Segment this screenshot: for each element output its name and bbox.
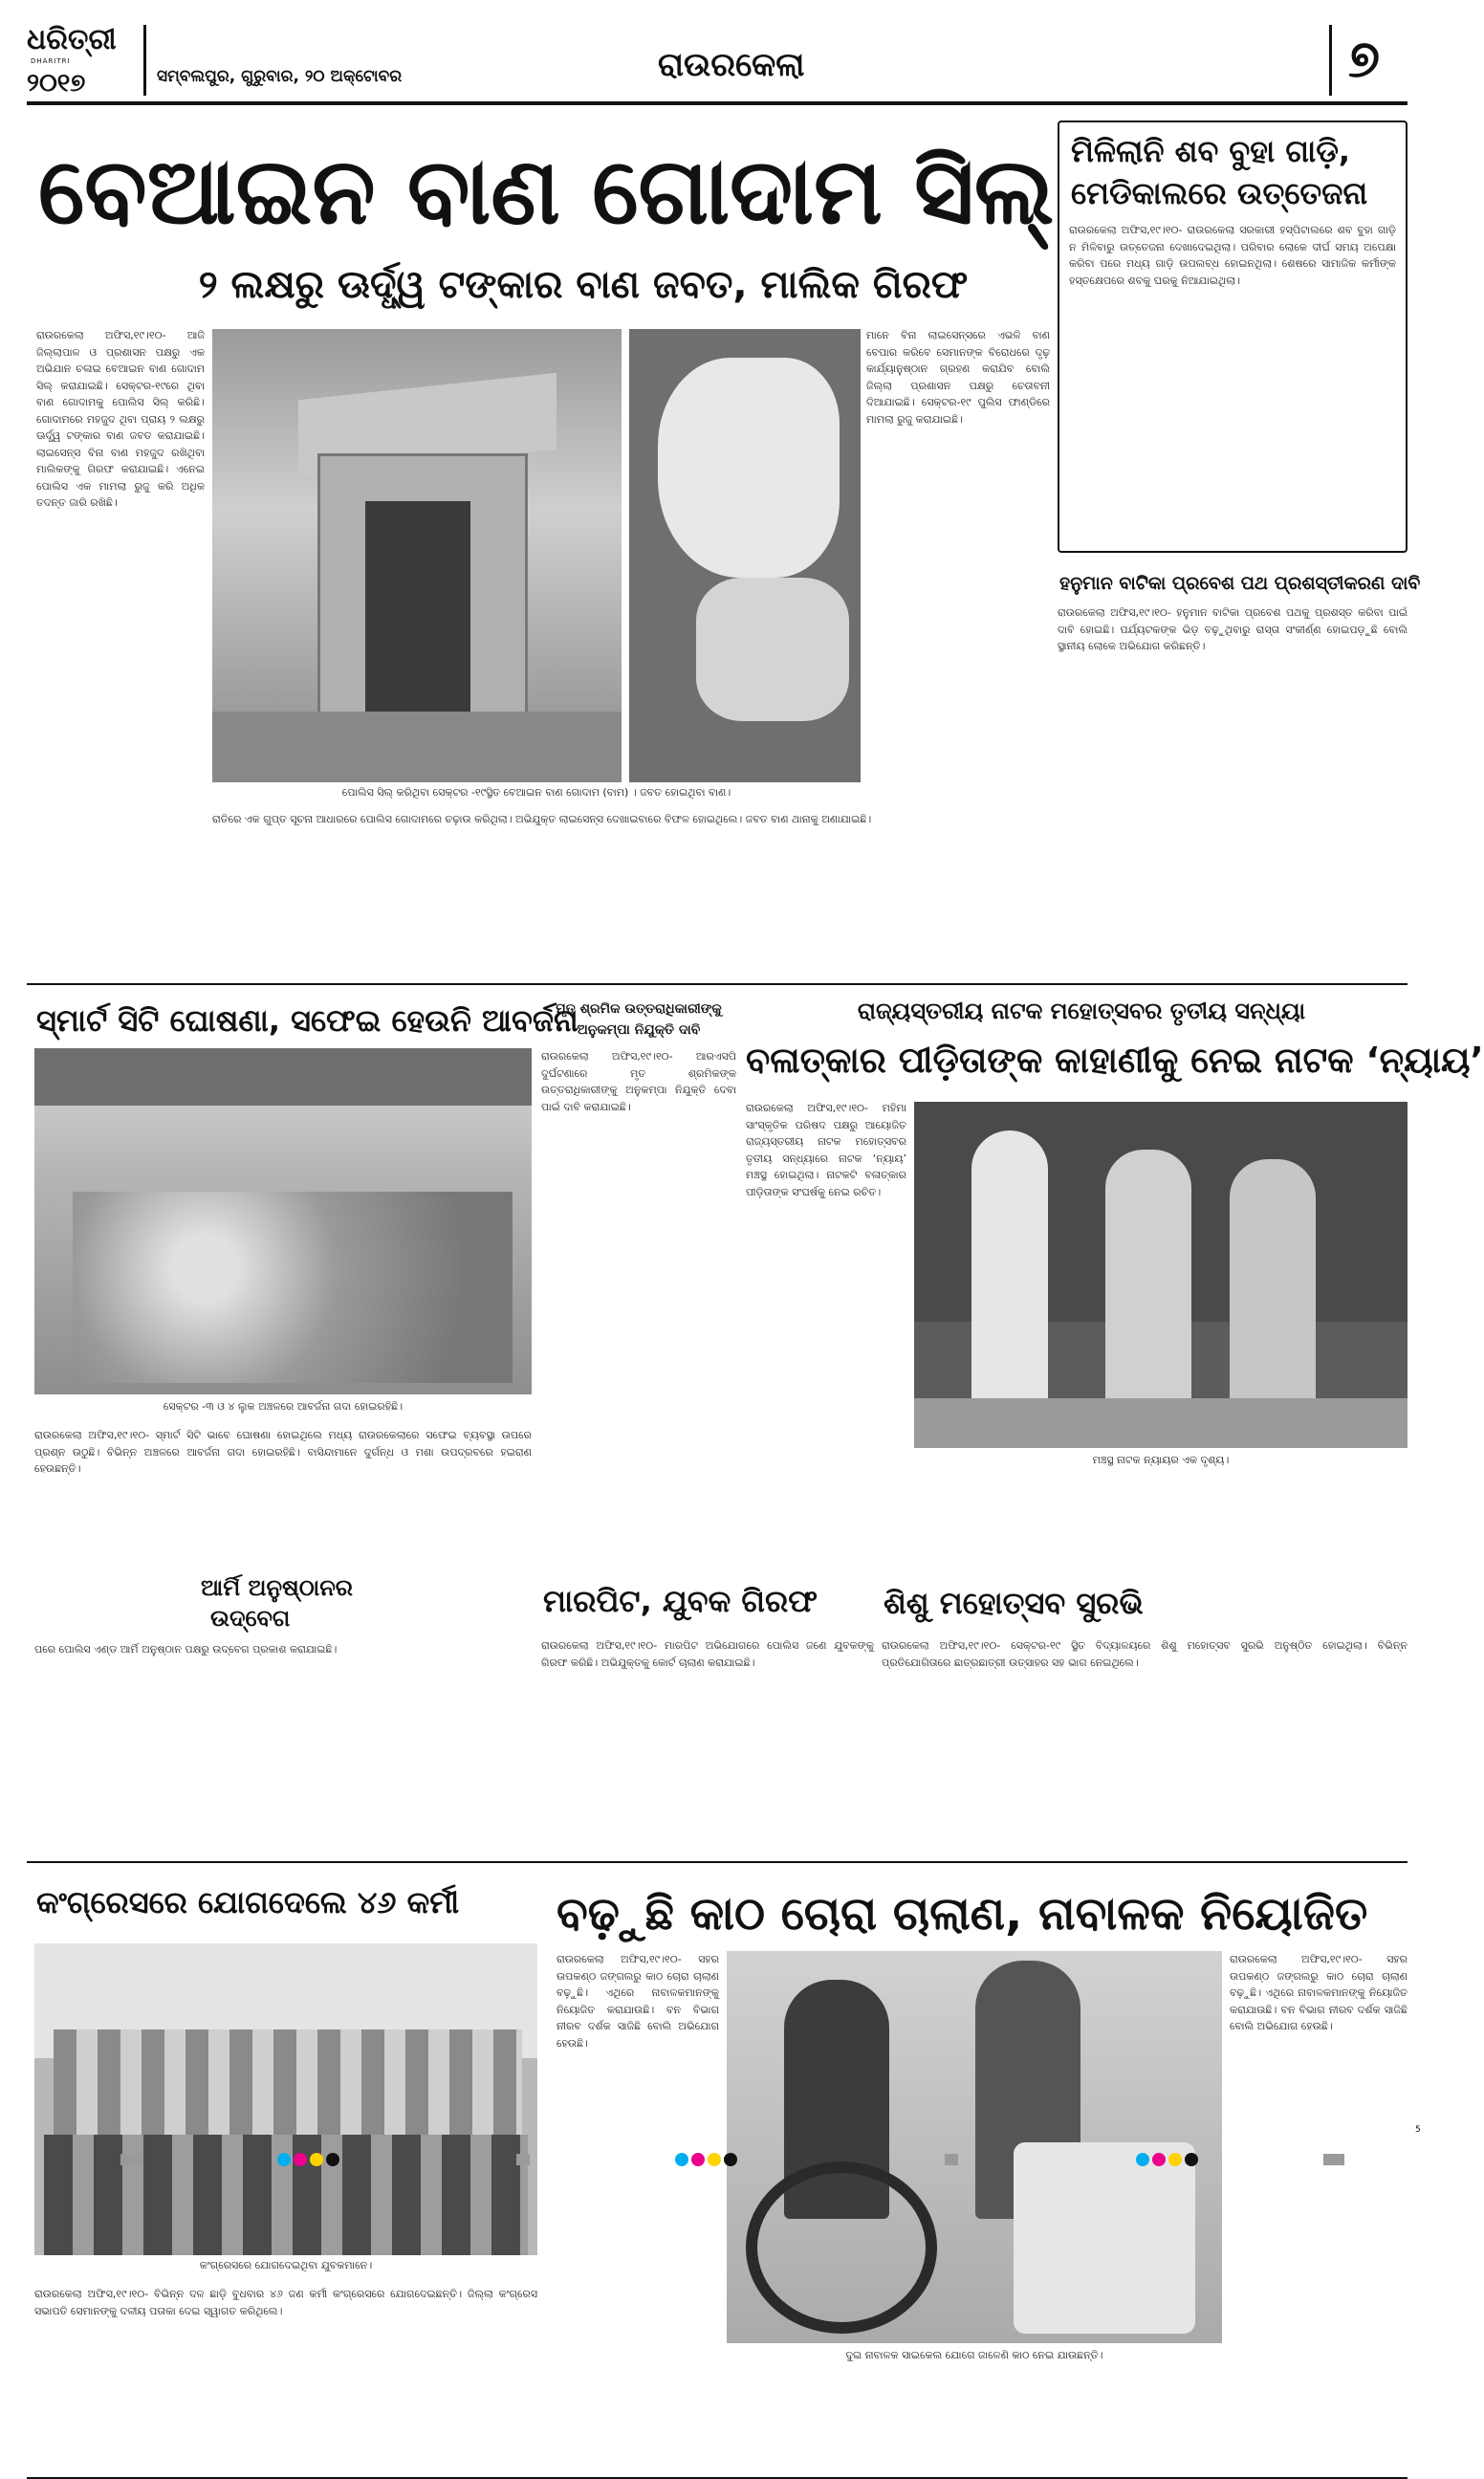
worker-headline-1: ମୃତ ଶ୍ରମିକ ଉତ୍ତରାଧିକାରୀଙ୍କୁ bbox=[556, 1001, 722, 1017]
smart-city-photo bbox=[34, 1048, 532, 1394]
hearse-body: ରାଉରକେଲା ଅଫିସ,୧୯।୧୦- ରାଉରକେଲା ସରକାରୀ ହସ୍ପିଟାଲରେ ଶବ ବୁହା ଗାଡ଼ି ନ ମିଳିବାରୁ ଉତ୍ତେଜନା ଦେଖାଦେଇଥିଲା। ପରିବାର ଲୋକେ ଦୀର୍ଘ ସମୟ ଅପେକ୍ଷା କରିବା ପରେ ମଧ୍ୟ ଗାଡ଼ି ଉପଲବ୍ଧ ହୋଇନଥିଲା। ଶେଷରେ ସାମାଜିକ କର୍ମୀଙ୍କ ହସ୍ତକ୍ଷେପରେ ଶବକୁ ଘରକୁ ନିଆଯାଇଥିଲା। bbox=[1069, 224, 1396, 287]
page-marker: 5 bbox=[1415, 2125, 1421, 2135]
hanuman-body: ରାଉରକେଲା ଅଫିସ,୧୯।୧୦- ହନୁମାନ ବାଟିକା ପ୍ରବେଶ ପଥକୁ ପ୍ରଶସ୍ତ କରିବା ପାଇଁ ଦାବି ହୋଇଛି। ପର୍ଯ୍ୟଟକଙ୍କ ଭିଡ଼ ବଢ଼ୁଥିବାରୁ ରାସ୍ତା ସଂକୀର୍ଣ୍ଣ ହୋଇପଡ଼ୁଛି ବୋଲି ସ୍ଥାନୀୟ ଲୋକେ ଅଭିଯୋଗ କରିଛନ୍ତି। bbox=[1058, 606, 1408, 652]
lead-bottom-text: ରାତିରେ ଏକ ଗୁପ୍ତ ସୂଚନା ଆଧାରରେ ପୋଲିସ ଗୋଦାମରେ ଚଢ଼ାଉ କରିଥିଲା। ଅଭିଯୁକ୍ତ ଲାଇସେନ୍ସ ଦେଖାଇବାରେ ବିଫଳ ହୋଇଥିଲେ। ଜବତ ବାଣ ଥାନାକୁ ଅଣାଯାଇଛି। bbox=[212, 813, 872, 825]
congress-headline: କଂଗ୍ରେସରେ ଯୋଗଦେଲେ ୪୬ କର୍ମୀ bbox=[36, 1884, 460, 1920]
drama-body: ରାଉରକେଲା ଅଫିସ,୧୯।୧୦- ମହିମା ସାଂସ୍କୃତିକ ପରିଷଦ ପକ୍ଷରୁ ଆୟୋଜିତ ରାଜ୍ୟସ୍ତରୀୟ ନାଟକ ମହୋତ୍ସବର ତୃତୀୟ ସନ୍ଧ୍ୟାରେ ନାଟକ ‘ନ୍ୟାୟ’ ମଞ୍ଚସ୍ଥ ହୋଇଥିଲା। ନାଟକଟି ବଳାତ୍କାର ପୀଡ଼ିତାଙ୍କ ସଂଘର୍ଷକୁ ନେଇ ରଚିତ। bbox=[746, 1102, 906, 1198]
worker-body: ରାଉରକେଲା ଅଫିସ,୧୯।୧୦- ଆରଏସପି ଦୁର୍ଘଟଣାରେ ମୃତ ଶ୍ରମିକଙ୍କ ଉତ୍ତରାଧିକାରୀଙ୍କୁ ଅନୁକମ୍ପା ନିଯୁକ୍ତି ଦେବା ପାଇଁ ଦାବି କରାଯାଇଛି। bbox=[541, 1050, 736, 1113]
brand-name: ଧରିତ୍ରୀ bbox=[27, 23, 117, 56]
page-number: ୭ bbox=[1348, 29, 1381, 89]
fight-headline: ମାରପିଟ, ଯୁବକ ଗିରଫ bbox=[543, 1583, 818, 1619]
drama-headline: ବଳାତ୍କାର ପୀଡ଼ିତାଙ୍କ କାହାଣୀକୁ ନେଇ ନାଟକ ‘ନ୍ୟାୟ’ bbox=[746, 1040, 1484, 1081]
timber-body-right: ରାଉରକେଲା ଅଫିସ,୧୯।୧୦- ସହର ଉପକଣ୍ଠ ଜଙ୍ଗଲରୁ କାଠ ଚୋରା ଚାଲାଣ ବଢ଼ୁଛି। ଏଥିରେ ନାବାଳକମାନଙ୍କୁ ନିୟୋଜିତ କରାଯାଉଛି। ବନ ବିଭାଗ ନୀରବ ଦର୍ଶକ ସାଜିଛି ବୋଲି ଅଭିଯୋଗ ହେଉଛି। bbox=[1230, 1953, 1408, 2032]
festival-headline: ଶିଶୁ ମହୋତ୍ସବ ସୁରଭି bbox=[884, 1585, 1144, 1621]
drama-kicker: ରାଜ୍ୟସ୍ତରୀୟ ନାଟକ ମହୋତ୍ସବର ତୃତୀୟ ସନ୍ଧ୍ୟା bbox=[857, 998, 1306, 1024]
lead-subhead: ୨ ଲକ୍ଷରୁ ଊର୍ଦ୍ଧ୍ୱ ଟଙ୍କାର ବାଣ ଜବତ, ମାଲିକ ଗିରଫ bbox=[198, 263, 969, 307]
drama-caption: ମଞ୍ଚସ୍ଥ ନାଟକ ନ୍ୟାୟର ଏକ ଦୃଶ୍ୟ। bbox=[1092, 1454, 1230, 1466]
lead-photo-godown bbox=[212, 329, 622, 782]
drama-photo bbox=[914, 1102, 1408, 1448]
smart-city-body: ରାଉରକେଲା ଅଫିସ,୧୯।୧୦- ସ୍ମାର୍ଟ ସିଟି ଭାବେ ଘୋଷଣା ହୋଇଥିଲେ ମଧ୍ୟ ରାଉରକେଲାରେ ସଫେଇ ବ୍ୟବସ୍ଥା ଉପରେ ପ୍ରଶ୍ନ ଉଠୁଛି। ବିଭିନ୍ନ ଅଞ୍ଚଳରେ ଆବର୍ଜନା ଗଦା ହୋଇରହିଛି। ବାସିନ୍ଦାମାନେ ଦୁର୍ଗନ୍ଧ ଓ ମଶା ଉପଦ୍ରବରେ ହଇରାଣ ହେଉଛନ୍ତି। bbox=[34, 1429, 532, 1475]
color-marks-1 bbox=[277, 2152, 342, 2170]
congress-caption: କଂଗ୍ରେସରେ ଯୋଗଦେଇଥିବା ଯୁବକମାନେ। bbox=[199, 2259, 373, 2271]
lead-column-right: ମାନେ ବିନା ଲାଇସେନ୍ସରେ ଏଭଳି ବାଣ ବେପାର କରିବେ ସେମାନଙ୍କ ବିରୋଧରେ ଦୃଢ଼ କାର୍ଯ୍ୟାନୁଷ୍ଠାନ ଗ୍ରହଣ କରାଯିବ ବୋଲି ଜିଲ୍ଲା ପ୍ରଶାସନ ପକ୍ଷରୁ ଚେତାବନୀ ଦିଆଯାଇଛି। ସେକ୍ଟର-୧୯ ପୁଲିସ ଫାଣ୍ଡିରେ ମାମଲା ରୁଜୁ କରାଯାଇଛି। bbox=[866, 329, 1050, 426]
edition-name: ରାଉରକେଲା bbox=[658, 46, 805, 84]
lead-headline: ବେଆଇନ ବାଣ ଗୋଦାମ ସିଲ୍ bbox=[38, 138, 1055, 245]
color-marks-2 bbox=[675, 2152, 740, 2170]
congress-photo bbox=[34, 1943, 537, 2255]
hanuman-headline: ହନୁମାନ ବାଟିକା ପ୍ରବେଶ ପଥ ପ୍ରଶସ୍ତୀକରଣ ଦାବି bbox=[1059, 573, 1421, 594]
army-headline-1: ଆର୍ମି ଅନୁଷ୍ଠାନର bbox=[201, 1574, 353, 1601]
hearse-story-box bbox=[1058, 121, 1408, 553]
timber-headline: ବଢ଼ୁଛି କାଠ ଚୋରା ଚାଲାଣ, ନାବାଳକ ନିୟୋଜିତ bbox=[556, 1887, 1368, 1941]
lead-photo-seized-crackers bbox=[629, 329, 861, 782]
army-body: ପରେ ପୋଲିସ ଏଣ୍ଡ ଆର୍ମି ଅନୁଷ୍ଠାନ ପକ୍ଷରୁ ଉଦ୍‌ବେଗ ପ୍ରକାଶ କରାଯାଇଛି। bbox=[34, 1643, 338, 1656]
smart-city-headline: ସ୍ମାର୍ଟ ସିଟି ଘୋଷଣା, ସଫେଇ ହେଉନି ଆବର୍ଜନା bbox=[36, 1002, 578, 1039]
brand-logo bbox=[27, 23, 132, 99]
festival-body: ରାଉରକେଲା ଅଫିସ,୧୯।୧୦- ସେକ୍ଟର-୧୯ ସ୍ଥିତ ବିଦ୍ୟାଳୟରେ ଶିଶୁ ମହୋତ୍ସବ ସୁରଭି ଅନୁଷ୍ଠିତ ହୋଇଥିଲା। ବିଭିନ୍ନ ପ୍ରତିଯୋଗିତାରେ ଛାତ୍ରଛାତ୍ରୀ ଉତ୍ସାହର ସହ ଭାଗ ନେଇଥିଲେ। bbox=[882, 1639, 1408, 1669]
brand-name-small: DHARITRI bbox=[31, 57, 71, 65]
dateline: ସମ୍ବଲପୁର, ଗୁରୁବାର, ୨୦ ଅକ୍ଟୋବର bbox=[157, 67, 403, 86]
smart-city-caption: ସେକ୍ଟର -୩ ଓ ୪ ଲୁକ ଅଞ୍ଚଳରେ ଆବର୍ଜନା ଗଦା ହୋଇରହିଛି। bbox=[163, 1400, 404, 1413]
lead-column-1: ରାଉରକେଲା ଅଫିସ,୧୯।୧୦- ଆଜି ଜିଲ୍ଲାପାଳ ଓ ପ୍ରଶାସନ ପକ୍ଷରୁ ଏକ ଅଭିଯାନ ଚଳାଇ ବେଆଇନ ବାଣ ଗୋଦାମ ସିଲ୍ କରାଯାଇଛି। ସେକ୍ଟର-୧୯ରେ ଥିବା ବାଣ ଗୋଦାମକୁ ପୋଲିସ ସିଲ୍ କରିଛି। ଗୋଦାମରେ ମହଜୁଦ ଥିବା ପ୍ରାୟ ୨ ଲକ୍ଷରୁ ଊର୍ଦ୍ଧ୍ୱ ଟଙ୍କାର ବାଣ ଜବତ କରାଯାଇଛି। ଲାଇସେନ୍ସ ବିନା ବାଣ ମହଜୁଦ ରଖିଥିବା ମାଲିକଙ୍କୁ ଗିରଫ କରାଯାଇଛି। ଏନେଇ ପୋଲିସ ଏକ ମାମଲା ରୁଜୁ କରି ଅଧିକ ତଦନ୍ତ ଜାରି ରଖିଛି। bbox=[36, 329, 205, 509]
timber-body-left: ରାଉରକେଲା ଅଫିସ,୧୯।୧୦- ସହର ଉପକଣ୍ଠ ଜଙ୍ଗଲରୁ କାଠ ଚୋରା ଚାଲାଣ ବଢ଼ୁଛି। ଏଥିରେ ନାବାଳକମାନଙ୍କୁ ନିୟୋଜିତ କରାଯାଉଛି। ବନ ବିଭାଗ ନୀରବ ଦର୍ଶକ ସାଜିଛି ବୋଲି ଅଭିଯୋଗ ହେଉଛି। bbox=[556, 1953, 719, 2050]
color-marks-3 bbox=[1136, 2152, 1201, 2170]
masthead bbox=[27, 19, 1408, 105]
hearse-title-1: ମିଳିଲାନି ଶବ ବୁହା ଗାଡ଼ି, bbox=[1071, 133, 1351, 169]
print-registration-strip bbox=[0, 2142, 1434, 2181]
timber-caption: ଦୁଇ ନାବାଳକ ସାଇକେଲ ଯୋଗେ ଜାଳେଣି କାଠ ନେଇ ଯାଉଛନ୍ତି। bbox=[845, 2349, 1103, 2361]
fight-body: ରାଉରକେଲା ଅଫିସ,୧୯।୧୦- ମାରପିଟ ଅଭିଯୋଗରେ ପୋଲିସ ଜଣେ ଯୁବକଙ୍କୁ ଗିରଫ କରିଛି। ଅଭିଯୁକ୍ତକୁ କୋର୍ଟ ଚାଲାଣ କରାଯାଇଛି। bbox=[541, 1639, 874, 1669]
worker-headline-2: ଅନୁକମ୍ପା ନିଯୁକ୍ତି ଦାବି bbox=[577, 1022, 701, 1038]
army-headline-2: ଉଦ୍‌ବେଗ bbox=[210, 1605, 291, 1632]
lead-photo-caption: ପୋଲିସ ସିଲ୍ କରିଥିବା ସେକ୍ଟର -୧୯ସ୍ଥିତ ବେଆଇନ ବାଣ ଗୋଦାମ (ବାମ) । ଜବତ ହୋଇଥିବା ବାଣ। bbox=[341, 786, 731, 799]
congress-body: ରାଉରକେଲା ଅଫିସ,୧୯।୧୦- ବିଭିନ୍ନ ଦଳ ଛାଡ଼ି ବୁଧବାର ୪୬ ଜଣ କର୍ମୀ କଂଗ୍ରେସରେ ଯୋଗଦେଇଛନ୍ତି। ଜିଲ୍ଲା କଂଗ୍ରେସ ସଭାପତି ସେମାନଙ୍କୁ ଦଳୀୟ ପତାକା ଦେଇ ସ୍ୱାଗତ କରିଥିଲେ। bbox=[34, 2288, 537, 2317]
hearse-title-2: ମେଡିକାଲରେ ଉତ୍ତେଜନା bbox=[1071, 175, 1368, 211]
brand-year: ୨୦୧୭ bbox=[27, 69, 86, 98]
